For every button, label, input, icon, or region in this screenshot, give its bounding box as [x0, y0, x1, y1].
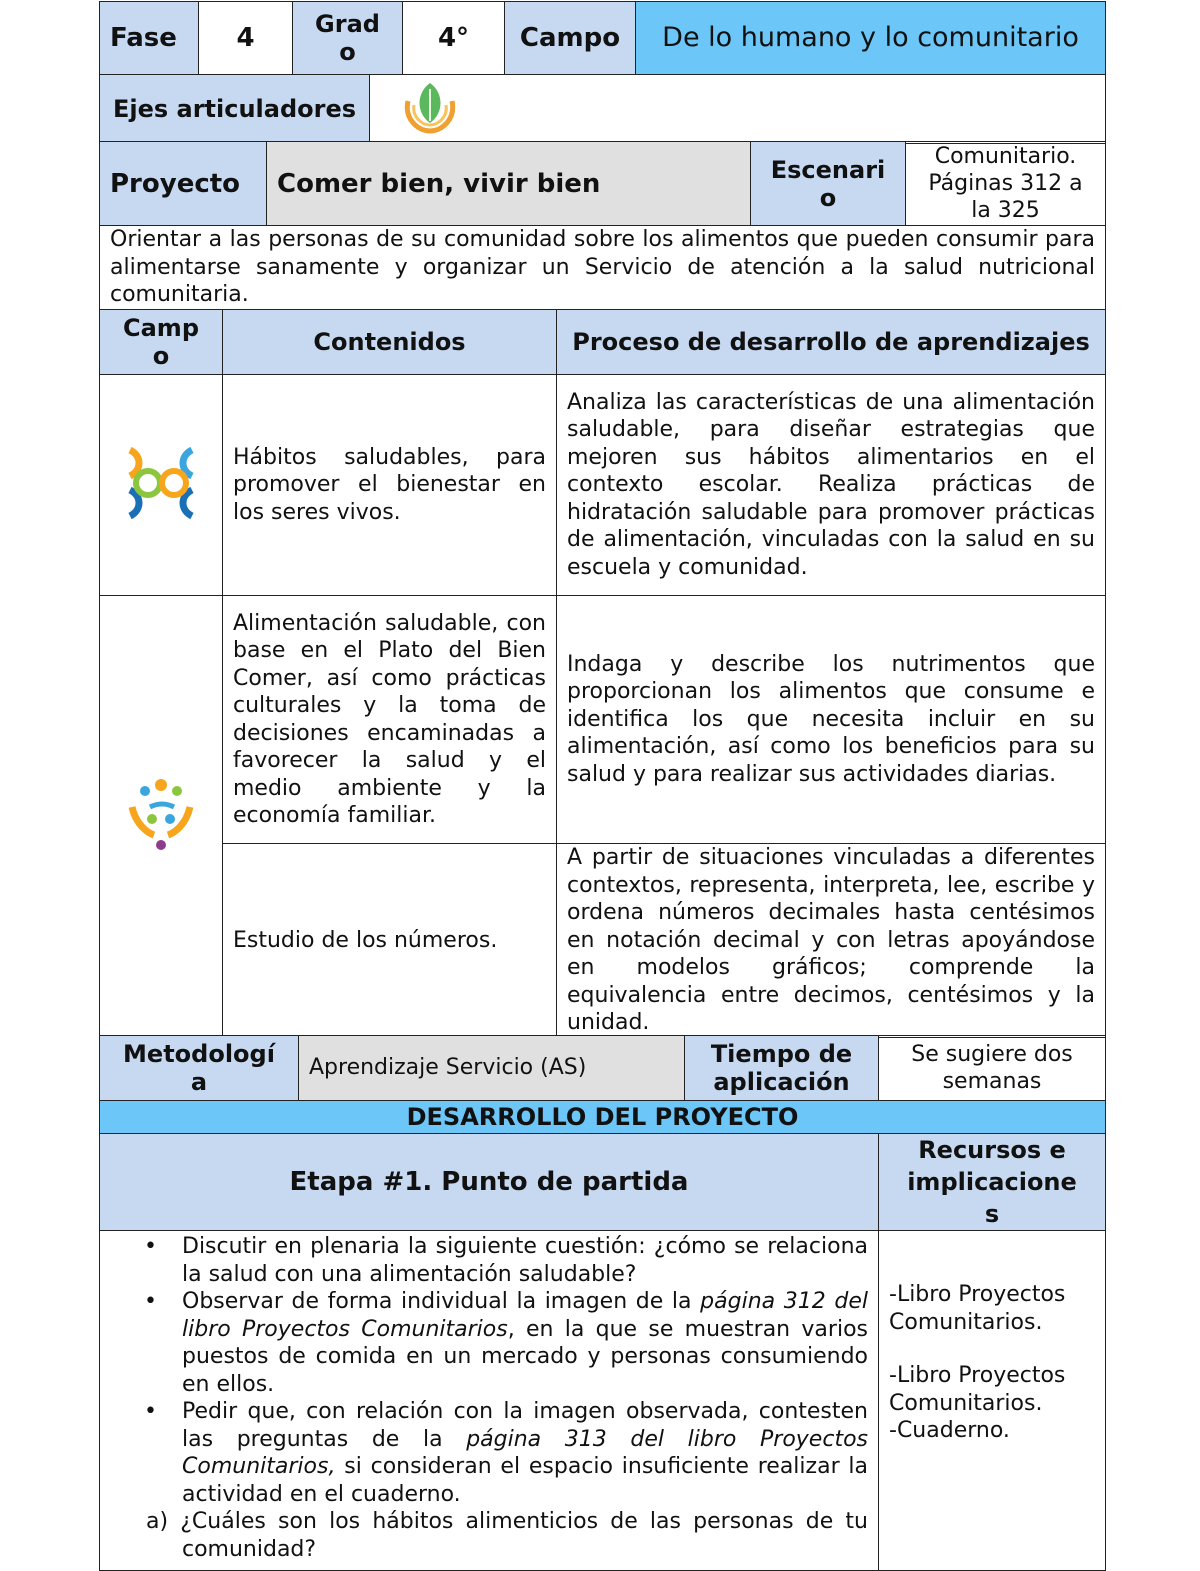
proyecto-table — [99, 141, 1106, 226]
recurso-2: -Libro Proyectos Comunitarios. — [889, 1363, 1066, 1416]
actividad-3 — [182, 1398, 868, 1508]
actividad-2 — [182, 1288, 868, 1398]
desarrollo-title: DESARROLLO DEL PROYECTO — [100, 1101, 1106, 1134]
col-contenidos-header: Contenidos — [223, 310, 557, 375]
col-campo-header: Camp o — [100, 310, 223, 375]
leaf-hands-icon — [400, 79, 460, 135]
saberes-cientificos-icon — [122, 446, 200, 520]
metodologia-value: Aprendizaje Servicio (AS) — [299, 1036, 685, 1101]
ejes-label: Ejes articuladores — [100, 75, 370, 144]
objetivo-text: Orientar a las personas de su comunidad sobre los alimentos que pueden consumir para alimentarse sanamente y organizar un Servicio de atención a la salud nutricional comunitaria. — [100, 226, 1106, 310]
tiempo-value: Se sugiere dos semanas — [879, 1036, 1106, 1101]
grado-label: Grad o — [293, 2, 403, 75]
actividad-3-tail: si consideran el espacio insuficiente realizar la actividad en el cuaderno. — [182, 1454, 868, 1507]
recurso-1: -Libro Proyectos Comunitarios. — [889, 1282, 1066, 1335]
actividad-3-ref: página 313 del libro Proyectos Comunitarios, — [182, 1426, 868, 1479]
tiempo-label: Tiempo de aplicación — [685, 1036, 879, 1101]
contenido-1: Hábitos saludables, para promover el bienestar en los seres vivos. — [223, 375, 557, 596]
actividad-2-tail: , en la que se muestran varios puestos de comida en un mercado y personas consumiendo en ellos. — [182, 1316, 868, 1397]
recursos-cell — [879, 1231, 1106, 1571]
actividad-2-text: Observar de forma individual la imagen de la — [182, 1289, 701, 1314]
actividad-1: • Discutir en plenaria la siguiente cuestión: ¿cómo se relaciona la salud con una alimentación saludable? — [182, 1233, 868, 1288]
ejes-icons — [370, 75, 1106, 144]
campo-value: De lo humano y lo comunitario — [636, 2, 1106, 75]
fase-value: 4 — [199, 2, 293, 75]
ejes-table — [99, 74, 1106, 144]
contenido-2: Alimentación saludable, con base en el Plato del Bien Comer, así como prácticas culturales y la toma de decisiones encaminadas a favorecer la salud y el medio ambiente y la economía familiar. — [223, 596, 557, 844]
escenario-label: Escenari o — [751, 142, 906, 226]
metodologia-table — [99, 1035, 1106, 1101]
proceso-3: A partir de situaciones vinculadas a diferentes contextos, representa, interpreta, lee, escribe y ordena números decimales hasta centésimos en notación decimal y con letras apoyándose en modelos gráficos; comprende la equivalencia entre decimos, centésimos y la unidad. — [557, 844, 1106, 1038]
actividad-3-text: Pedir que, con relación con la imagen observada, contesten las preguntas de la — [182, 1399, 868, 1452]
objetivo-table — [99, 225, 1106, 310]
grado-value: 4° — [403, 2, 505, 75]
actividad-2-ref: página 312 del libro Proyectos Comunitarios — [182, 1289, 868, 1342]
proceso-1: Analiza las características de una alimentación saludable, para diseñar estrategias que mejoren sus hábitos alimentarios en el contexto escolar. Realiza prácticas de hidratación saludable para promover prácticas de alimentación, vinculadas con la salud en su escuela y comunidad. — [557, 375, 1106, 596]
proyecto-value: Comer bien, vivir bien — [267, 142, 751, 226]
contenidos-table — [99, 309, 1106, 1038]
campo-icon-cell-2 — [100, 596, 223, 1038]
proyecto-label: Proyecto — [100, 142, 267, 226]
escenario-value: Comunitario. Páginas 312 a la 325 — [906, 142, 1106, 226]
desarrollo-title-table — [99, 1100, 1106, 1134]
etapa-title: Etapa #1. Punto de partida — [100, 1134, 879, 1231]
metodologia-label: Metodologí a — [100, 1036, 299, 1101]
contenido-3: Estudio de los números. — [223, 844, 557, 1038]
etapa-table — [99, 1133, 1106, 1571]
recurso-3: -Cuaderno. — [889, 1418, 1010, 1443]
pregunta-a: a) ¿Cuáles son los hábitos alimenticios de las personas de tu comunidad? — [146, 1509, 868, 1562]
fase-label: Fase — [100, 2, 199, 75]
campo-icon-cell — [100, 375, 223, 596]
col-proceso-header: Proceso de desarrollo de aprendizajes — [557, 310, 1106, 375]
humano-comunitario-icon — [124, 777, 198, 851]
header-table — [99, 1, 1106, 75]
etapa-actividades — [100, 1231, 879, 1571]
campo-label: Campo — [505, 2, 636, 75]
recursos-label: Recursos e implicacione s — [879, 1134, 1106, 1231]
proceso-2: Indaga y describe los nutrimentos que proporcionan los alimentos que consume e identifica los que necesita incluir en su alimentación, así como los beneficios para su salud y para realizar sus actividades diarias. — [557, 596, 1106, 844]
actividades-list — [110, 1233, 868, 1508]
